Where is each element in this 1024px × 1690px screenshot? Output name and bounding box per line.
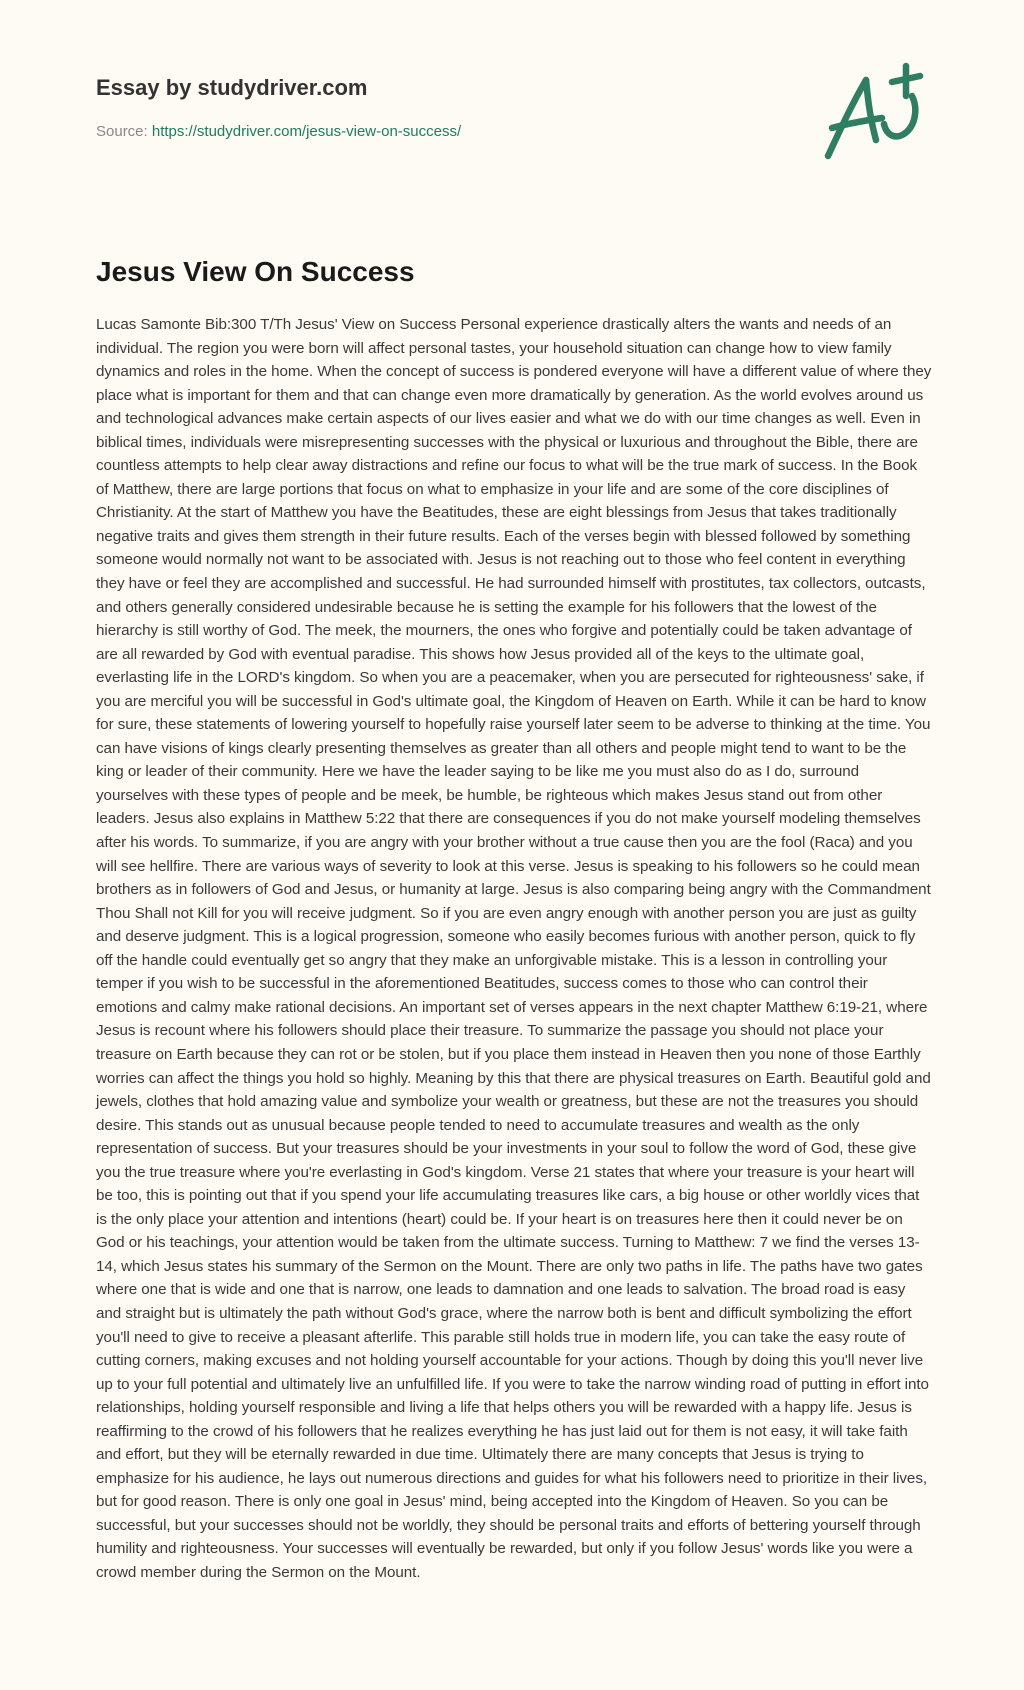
source-link[interactable]: https://studydriver.com/jesus-view-on-success/: [151, 123, 462, 140]
essay-body: Lucas Samonte Bib:300 T/Th Jesus' View on Success Personal experience drastically alters the wants and needs of an individual. The region you were born will affect personal tastes, your household situation can change how to view family dynamics and roles in the home. When the concept of success is pondered everyone will have a different value of where they place what is important for them and that can change even more dramatically by generation. As the world evolves around us and technological advances make certain aspects of our lives easier and what we do with our time changes as well. Even in biblical times, individuals were misrepresenting successes with the physical or luxurious and throughout the Bible, there are countless attempts to help clear away distractions and refine our focus to what will be the true mark of success. In the Book of Matthew, there are large portions that focus on what to emphasize in your life and are some of the core disciplines of Christianity. At the start of Matthew you have the Beatitudes, these are eight blessings from Jesus that takes traditionally negative traits and gives them strength in their future results. Each of the verses begin with blessed followed by something someone would normally not want to be associated with. Jesus is not reaching out to those who feel content in everything they have or feel they are accomplished and successful. He had surrounded himself with prostitutes, tax collectors, outcasts, and others generally considered undesirable because he is setting the example for his followers that the lowest of the hierarchy is still worthy of God. The meek, the mourners, the ones who forgive and potentially could be taken advantage of are all rewarded by God with eventual paradise. This shows how Jesus provided all of the keys to the ultimate goal, everlasting life in the LORD's kingdom. So when you are a peacemaker, when you are persecuted for righteousness' sake, if you are merciful you will be successful in God's ultimate goal, the Kingdom of Heaven on Earth. While it can be hard to know for sure, these statements of lowering yourself to hopefully raise yourself later seem to be adverse to thinking at the time. You can have visions of kings clearly presenting themselves as greater than all others and people might tend to want to be the king or leader of their community. Here we have the leader saying to be like me you must also do as I do, surround yourselves with these types of people and be meek, be humble, be righteous which makes Jesus stand out from other leaders. Jesus also explains in Matthew 5:22 that there are consequences if you do not make yourself modeling themselves after his words. To summarize, if you are angry with your brother without a true cause then you are the fool (Raca) and you will see hellfire. There are various ways of severity to look at this verse. Jesus is speaking to his followers so he could mean brothers as in followers of God and Jesus, or humanity at large. Jesus is also comparing being angry with the Commandment Thou Shall not Kill for you will receive judgment. So if you are even angry enough with another person you are just as guilty and deserve judgment. This is a logical progression, someone who easily becomes furious with another person, quick to fly off the handle could eventually get so angry that they make an unforgivable mistake. This is a lesson in controlling your temper if you wish to be successful in the aforementioned Beatitudes, success comes to those who can control their emotions and calmy make rational decisions. An important set of verses appears in the next chapter Matthew 6:19-21, where Jesus is recount where his followers should place their treasure. To summarize the passage you should not place your treasure on Earth because they can rot or be stolen, but if you place them instead in Heaven then you none of those Earthly worries can affect the things you hold so highly. Meaning by this that there are physical treasures on Earth. Beautiful gold and jewels, clothes that hold amazing value and symbolize your wealth or greatness, but these are not the treasures you should desire. This stands out as unusual because people tended to need to accumulate treasures and wealth as the only representation of success. But your treasures should be your investments in your soul to follow the word of God, these give you the true treasure where you're everlasting in God's kingdom. Verse 21 states that where your treasure is your heart will be too, this is pointing out that if you spend your life accumulating treasures like cars, a big house or other worldly vices that is the only place your attention and intentions (heart) could be. If your heart is on treasures here then it could never be on God or his teachings, your attention would be taken from the ultimate success. Turning to Matthew: 7 we find the verses 13-14, which Jesus states his summary of the Sermon on the Mount. There are only two paths in life. The paths have two gates where one that is wide and one that is narrow, one leads to damnation and one leads to salvation. The broad road is easy and straight but is ultimately the path without God's grace, where the narrow both is bent and difficult symbolizing the effort you'll need to give to receive a pleasant afterlife. This parable still holds true in modern life, you can take the easy route of cutting corners, making excuses and not holding yourself accountable for your actions. Though by doing this you'll never live up to your full potential and ultimately live an unfulfilled life. If you were to take the narrow winding road of putting in effort into relationships, holding yourself responsible and living a life that helps others you will be rewarded with a happy life. Jesus is reaffirming to the crowd of his followers that he realizes everything he has just laid out for them is not easy, it will take faith and effort, but they will be eternally rewarded in due time. Ultimately there are many concepts that Jesus is trying to emphasize for his audience, he lays out numerous directions and guides for what his followers need to prioritize in their lives, but for good reason. There is only one goal in Jesus' mind, being accepted into the Kingdom of Heaven. So you can be successful, but your successes should not be worldly, they should be personal traits and efforts of bettering yourself through humility and righteousness. Your successes will eventually be rewarded, but only if you follow Jesus' words like you were a crowd member during the Sermon on the Mount.: [96, 316, 932, 1581]
source-line: [96, 122, 461, 142]
source-label: Source:: [96, 123, 152, 140]
site-title: Essay by studydriver.com: [96, 75, 368, 100]
document-title: Jesus View On Success: [96, 256, 415, 287]
a-plus-grade-icon: [818, 60, 928, 170]
page-header: [96, 74, 461, 142]
